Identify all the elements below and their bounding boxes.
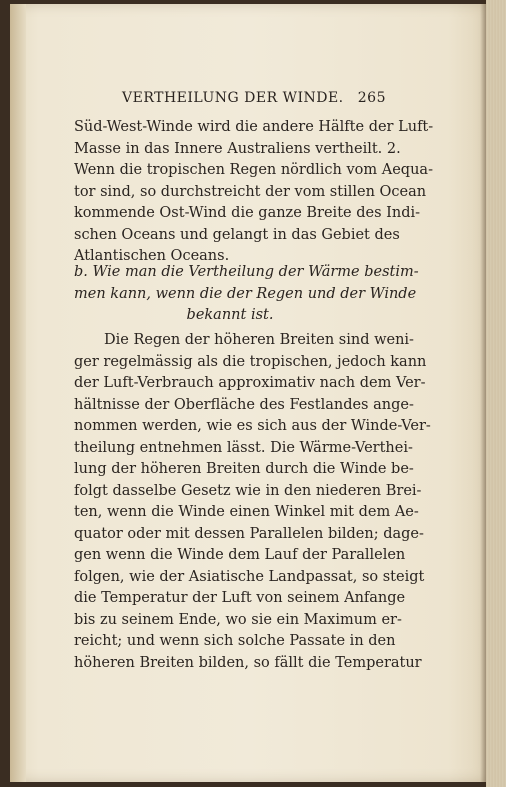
text-line: theilung entnehmen lässt. Die Wärme-Verthei- [74, 439, 413, 456]
text-line: gen wenn die Winde dem Lauf der Parallelen [74, 547, 406, 563]
running-header [74, 88, 386, 108]
paragraph-1 [74, 117, 434, 268]
text-line: folgt dasselbe Gesetz wie in den niederen Brei- [74, 482, 422, 499]
text-line: kommende Ost-Wind die ganze Breite des Indi- [74, 205, 421, 221]
subheading-line: men kann, wenn die der Regen und der Winde [74, 285, 417, 302]
text-line: ger regelmässig als die tropischen, jedoch kann [74, 353, 427, 370]
subheading-line: bekannt ist. [186, 307, 274, 323]
text-line: schen Oceans und gelangt in das Gebiet des [74, 226, 400, 243]
text-line: quator oder mit dessen Parallelen bilden; dage- [74, 525, 424, 542]
text-line: höheren Breiten bilden, so fällt die Temperatur [74, 654, 422, 671]
text-line: tor sind, so durchstreicht der vom stillen Ocean [74, 183, 427, 200]
text-line: Die Regen der höheren Breiten sind weni- [104, 332, 414, 348]
text-line: Masse in das Innere Australiens vertheilt. 2. [74, 140, 401, 157]
book-page-edges [486, 0, 506, 787]
text-line: nommen werden, wie es sich aus der Winde-Ver- [74, 418, 431, 434]
page-gutter [10, 4, 26, 782]
paragraph-2 [74, 330, 431, 674]
page-number: 265 [357, 90, 386, 106]
running-title: VERTHEILUNG DER WINDE. [122, 90, 344, 106]
text-line: ten, wenn die Winde einen Winkel mit dem Ae- [74, 504, 419, 520]
text-line: hältnisse der Oberfläche des Festlandes ange- [74, 396, 414, 413]
text-line: lung der höheren Breiten durch die Winde be- [74, 461, 414, 477]
text-line: der Luft-Verbrauch approximativ nach dem Ver- [74, 375, 426, 391]
section-subheading [74, 262, 419, 327]
text-line: Süd-West-Winde wird die andere Hälfte der Luft- [74, 119, 434, 135]
text-line: bis zu seinem Ende, wo sie ein Maximum er- [74, 611, 402, 628]
text-line: Wenn die tropischen Regen nördlich vom Aequa- [74, 162, 433, 178]
text-line: die Temperatur der Luft von seinem Anfange [74, 590, 406, 606]
text-line: Atlantischen Oceans. [74, 248, 230, 264]
subheading-line: b. Wie man die Vertheilung der Wärme bestim- [74, 264, 419, 280]
text-line: reicht; und wenn sich solche Passate in den [74, 633, 396, 649]
text-line: folgen, wie der Asiatische Landpassat, so steigt [74, 568, 425, 585]
